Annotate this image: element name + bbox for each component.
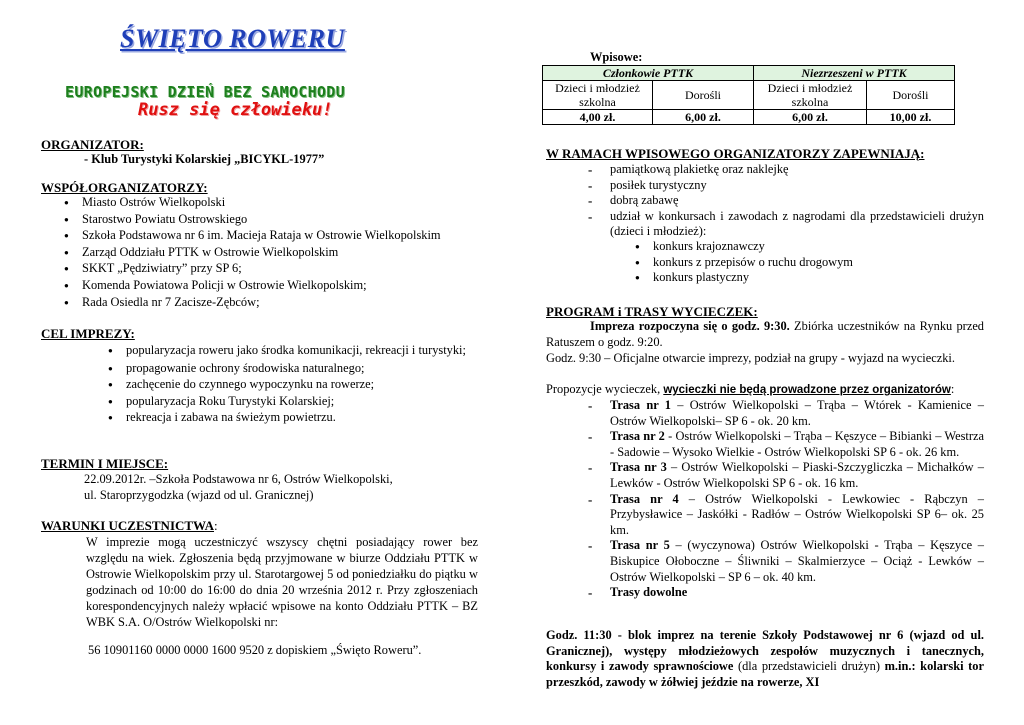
program-start <box>546 319 984 350</box>
coorganizers-list <box>64 195 484 310</box>
list-item: ● propagowanie ochrony środowiska naturalnego; <box>108 361 478 377</box>
fee-col-adults: Dorośli <box>653 81 754 110</box>
list-item: ● Rada Osiedla nr 7 Zacisze-Zębców; <box>64 295 484 311</box>
list-item: ● Zarząd Oddziału PTTK w Ostrowie Wielkopolskim <box>64 245 484 261</box>
term-address: ul. Staroprzygodzka (wjazd od ul. Granicznej) <box>84 488 314 502</box>
program-start-time: Impreza rozpoczyna się o godz. 9:30. <box>590 319 790 333</box>
fee-value: 10,00 zł. <box>867 110 955 125</box>
goal-heading: CEL IMPREZY: <box>41 326 135 341</box>
fee-value: 6,00 zł. <box>653 110 754 125</box>
program-start-rest: Zbiórka uczestników na Rynku przed Ratuszem o godz. 9:20. <box>546 319 985 349</box>
program-heading: PROGRAM i TRASY WYCIECZEK: <box>546 304 758 319</box>
final-list: m.in.: kolarski tor przeszkód, zawody w żółwiej jeździe na rowerze, XI <box>546 659 984 689</box>
route-item <box>588 492 984 539</box>
fee-value: 6,00 zł. <box>754 110 867 125</box>
route-text: - Ostrów Wielkopolski – Trąba – Kęszyce – Bibianki – Westrza - Sadowie – Wysoko Wielkie - Ostrów Wielkopolski SP 6 - ok. 26 km. <box>610 429 984 459</box>
fee-group-nonmembers: Niezrzeszeni w PTTK <box>754 66 955 81</box>
organizer-text: - Klub Turystyki Kolarskiej „BICYKL-1977” <box>84 152 325 166</box>
event-title: ŚWIĘTO ROWERU <box>120 24 345 53</box>
fee-table <box>542 65 955 125</box>
program-proposals <box>546 382 954 399</box>
list-item: - udział w konkursach i zawodach z nagrodami dla przedstawicieli drużyn (dzieci i młodzież): <box>588 209 984 240</box>
routes-list <box>588 398 984 601</box>
list-item: ● popularyzacja Roku Turystyki Kolarskiej; <box>108 394 478 410</box>
route-item <box>588 460 984 491</box>
list-item: ● Komenda Powiatowa Policji w Ostrowie Wielkopolskim; <box>64 278 484 294</box>
route-name: Trasa nr 4 <box>610 491 679 506</box>
goal-list <box>108 343 478 426</box>
list-item: - dobrą zabawę <box>588 193 984 209</box>
conditions-colon: : <box>214 518 218 533</box>
list-item: ● SKKT „Pędziwiatry” przy SP 6; <box>64 261 484 277</box>
provides-list <box>588 162 984 240</box>
route-name: Trasy dowolne <box>610 585 688 600</box>
fee-col-kids: Dzieci i młodzież szkolna <box>543 81 653 110</box>
fee-col-kids: Dzieci i młodzież szkolna <box>754 81 867 110</box>
proposals-post: : <box>950 382 955 396</box>
fee-col-adults: Dorośli <box>867 81 955 110</box>
program-opening: Godz. 9:30 – Oficjalne otwarcie imprezy, podział na grupy - wyjazd na wycieczki. <box>546 351 955 365</box>
list-item: ● konkurs krajoznawczy <box>635 239 965 255</box>
route-name: Trasa nr 3 <box>610 460 667 475</box>
list-item: ● popularyzacja roweru jako środka komunikacji, rekreacji i turystyki; <box>108 343 478 359</box>
list-item: - pamiątkową plakietkę oraz naklejkę <box>588 162 984 178</box>
event-subtitle: EUROPEJSKI DZIEŃ BEZ SAMOCHODU <box>65 83 345 101</box>
event-slogan: Rusz się człowieku! <box>138 100 333 120</box>
conditions-heading-wrap <box>41 518 218 534</box>
conditions-text: W imprezie mogą uczestniczyć wszyscy chętni posiadający rower bez względu na wiek. Zgłoszenia będą przyjmowane w biurze Oddziału PTTK w Ostrowie Wielkopolskim przy ul. Starotargowej 5 od poniedziałku do piątku w godzinach od 10:00 do 16:00 do dnia 20 września 2012 r. Przy zgłoszeniach korespondencyjnych należy wpłacić wpisowe na konto Oddziału PTTK – BZ WBK S.A. O/Ostrów Wielkopolski nr: <box>86 535 478 630</box>
term-date: 22.09.2012r. –Szkoła Podstawowa nr 6, Ostrów Wielkopolski, <box>84 472 393 486</box>
list-item: ● zachęcenie do czynnego wypoczynku na rowerze; <box>108 377 478 393</box>
route-item <box>588 538 984 585</box>
list-item: ● konkurs z przepisów o ruchu drogowym <box>635 255 965 271</box>
route-item <box>588 398 984 429</box>
list-item: ● Szkoła Podstawowa nr 6 im. Macieja Rataja w Ostrowie Wielkopolskim <box>64 228 484 244</box>
route-text: – Ostrów Wielkopolski – Trąba – Wtórek - Kamienice – Ostrów Wielkopolski– SP 6 - ok. 20 km. <box>610 398 985 428</box>
list-item: ● Starostwo Powiatu Ostrowskiego <box>64 212 484 228</box>
route-text: – Ostrów Wielkopolski – Piaski-Szczygliczka – Michałków – Lewków - Ostrów Wielkopolski SP 6 - ok. 16 km. <box>610 460 984 490</box>
account-number: 56 10901160 0000 0000 1600 9520 z dopiskiem „Święto Roweru”. <box>88 643 422 657</box>
coorganizers-heading: WSPÓŁORGANIZATORZY: <box>41 180 208 195</box>
final-main: Godz. 11:30 - blok imprez na terenie Szkoły Podstawowej nr 6 (wjazd od ul. Granicznej), występy młodzieżowych zespołów muzycznych i tanecznych, konkursy i zawody sprawnościowe <box>546 628 984 674</box>
fee-label: Wpisowe: <box>590 50 643 64</box>
fee-value: 4,00 zł. <box>543 110 653 125</box>
term-heading: TERMIN I MIEJSCE: <box>41 456 169 471</box>
final-note: (dla przedstawicieli drużyn) <box>733 659 885 674</box>
contests-list <box>635 239 965 286</box>
list-item: ● konkurs plastyczny <box>635 270 965 286</box>
list-item: ● rekreacja i zabawa na świeżym powietrzu. <box>108 410 478 426</box>
route-name: Trasa nr 2 <box>610 429 665 444</box>
list-item: ● Miasto Ostrów Wielkopolski <box>64 195 484 211</box>
fee-group-members: Członkowie PTTK <box>543 66 754 81</box>
program-final <box>546 628 984 690</box>
provides-heading: W RAMACH WPISOWEGO ORGANIZATORZY ZAPEWNIAJĄ: <box>546 146 925 161</box>
route-name: Trasa nr 5 <box>610 538 670 553</box>
route-name: Trasa nr 1 <box>610 398 671 412</box>
route-text: – (wyczynowa) Ostrów Wielkopolski - Trąba – Kęszyce – Biskupice Ołoboczne – Śliwniki – Skalmierzyce – Ociąż - Lewków – Ostrów Wielkopolski – SP 6 – ok. 40 km. <box>610 538 984 584</box>
route-item <box>588 585 984 601</box>
proposals-note: wycieczki nie będą prowadzone przez organizatorów <box>663 384 951 396</box>
route-text: – Ostrów Wielkopolski - Lewkowiec - Rąbczyn – Przybysławice – Jaskółki - Radłów – Ostrów Wielkopolski SP 6– ok. 25 km. <box>610 491 984 537</box>
proposals-pre: Propozycje wycieczek, <box>546 382 664 396</box>
route-item <box>588 429 984 460</box>
list-item: - posiłek turystyczny <box>588 178 984 194</box>
conditions-heading: WARUNKI UCZESTNICTWA <box>41 518 215 533</box>
organizer-heading: ORGANIZATOR: <box>41 137 144 152</box>
